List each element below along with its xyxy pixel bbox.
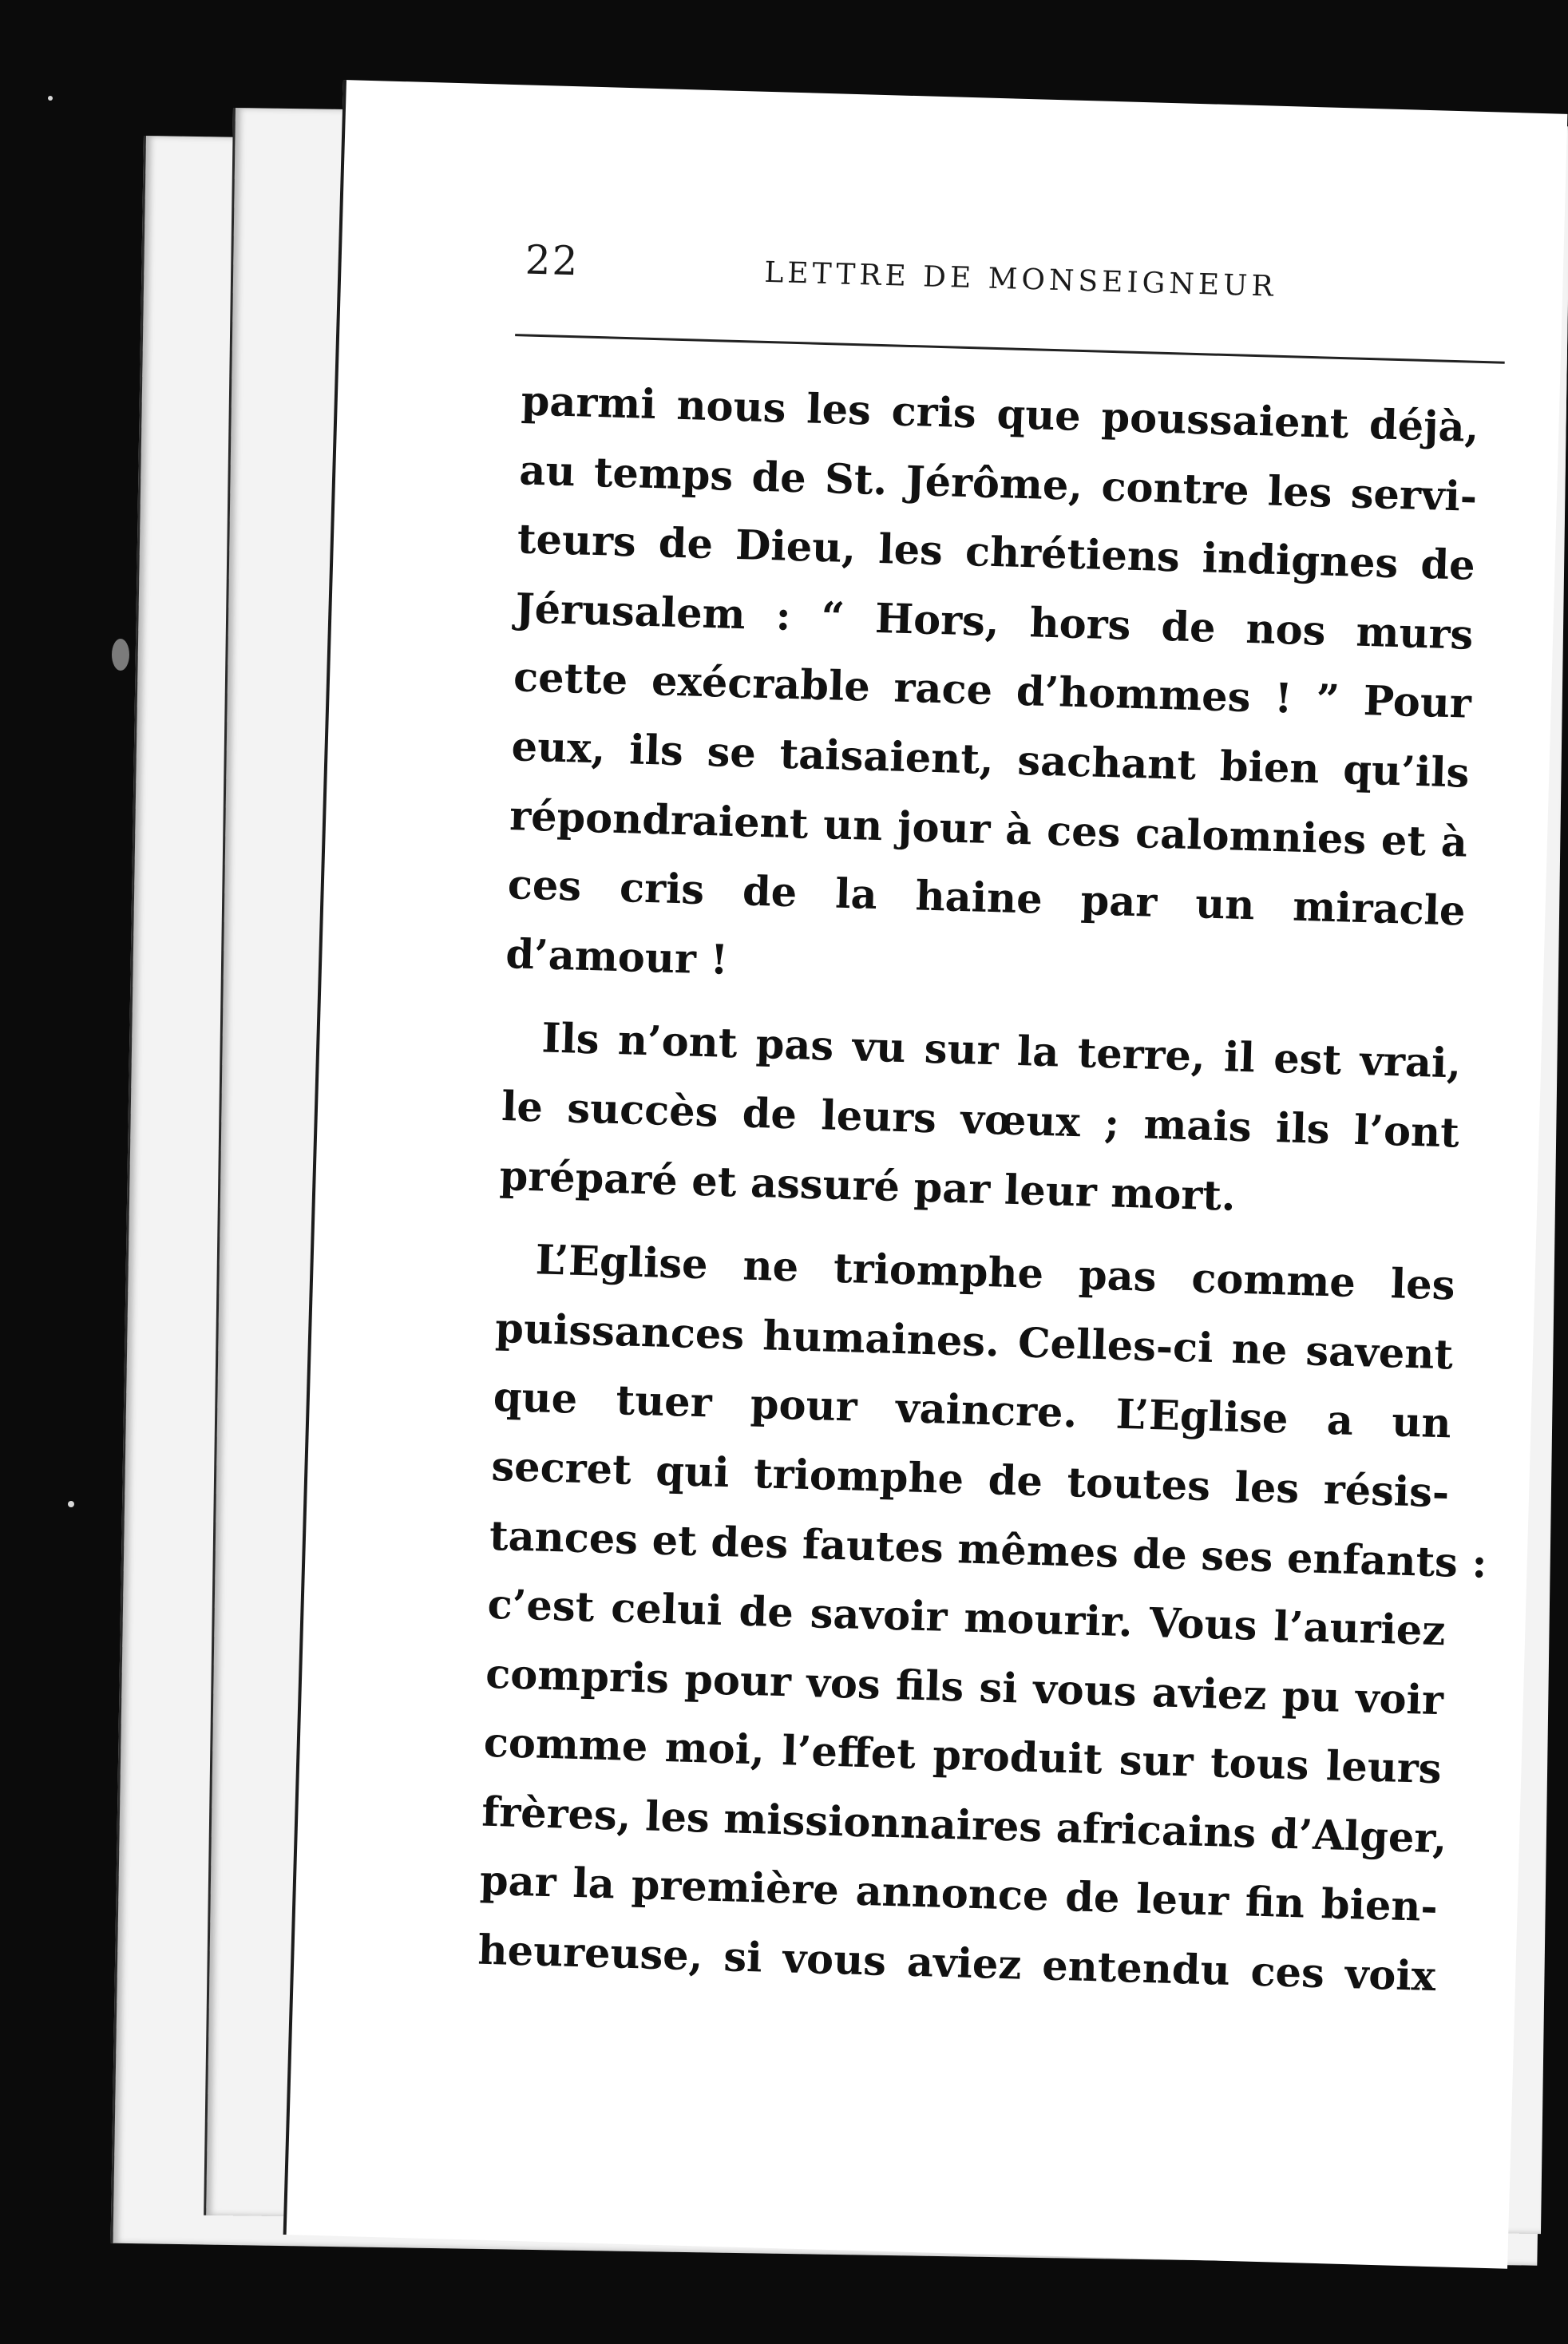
text-line: par la première annonce de leur fin bien- [479,1857,1439,1932]
text-line: teurs de Dieu, les chrétiens indignes de [517,515,1476,590]
text-line: Jérusalem : “ Hors, hors de nos murs [514,584,1474,659]
text-line: préparé et assuré par leur mort. [498,1151,1237,1221]
text-line: L’Eglise ne triomphe pas comme les [534,1236,1456,1310]
text-line: eux, ils se taisaient, sachant bien qu’ils [510,723,1471,798]
text-line: compris pour vos fils si vous aviez pu voir [485,1649,1444,1724]
text-line: parmi nous les cris que poussaient déjà, [521,377,1480,452]
page-number: 22 [524,236,580,285]
book-page [283,80,1568,2269]
text-line: cette exécrable race d’hommes ! ” Pour [513,653,1472,729]
text-line: ces cris de la haine par un miracle [507,861,1467,936]
page-content [477,236,1488,2011]
text-line: heureuse, si vous aviez entendu ces voix [477,1926,1437,2002]
paragraph-1 [505,366,1479,1016]
paragraph-3 [477,1225,1488,2012]
text-line: répondraient un jour à ces calomnies et à [509,791,1468,867]
scan-speck [68,1501,74,1507]
text-line: au temps de St. Jérôme, contre les servi- [518,445,1478,521]
text-line: comme moi, l’effet produit sur tous leurs [483,1719,1443,1794]
body-text [477,366,1488,2011]
text-line: le succès de leurs vœux ; mais ils l’ont [501,1082,1460,1158]
text-line: puissances humaines. Celles-ci ne savent [494,1304,1454,1380]
text-line: Ils n’ont pas vu sur la terre, il est vrai, [540,1014,1462,1088]
text-line: que tuer pour vaincre. L’Eglise a un [493,1373,1452,1448]
text-line: secret qui triomphe de toutes les résis- [490,1442,1450,1518]
scan-speck [112,639,129,671]
header-rule [515,334,1505,364]
paragraph-2 [499,1003,1463,1237]
text-line: frères, les missionnaires africains d’Alger, [481,1788,1448,1863]
text-line: tances et des fautes mêmes de ses enfants : [489,1511,1488,1588]
running-head [525,236,1483,319]
running-title: LETTRE DE MONSEIGNEUR [763,255,1278,303]
text-line: c’est celui de savoir mourir. Vous l’auriez [486,1580,1447,1656]
scan-speck [48,96,53,101]
text-line: d’amour ! [505,929,729,984]
